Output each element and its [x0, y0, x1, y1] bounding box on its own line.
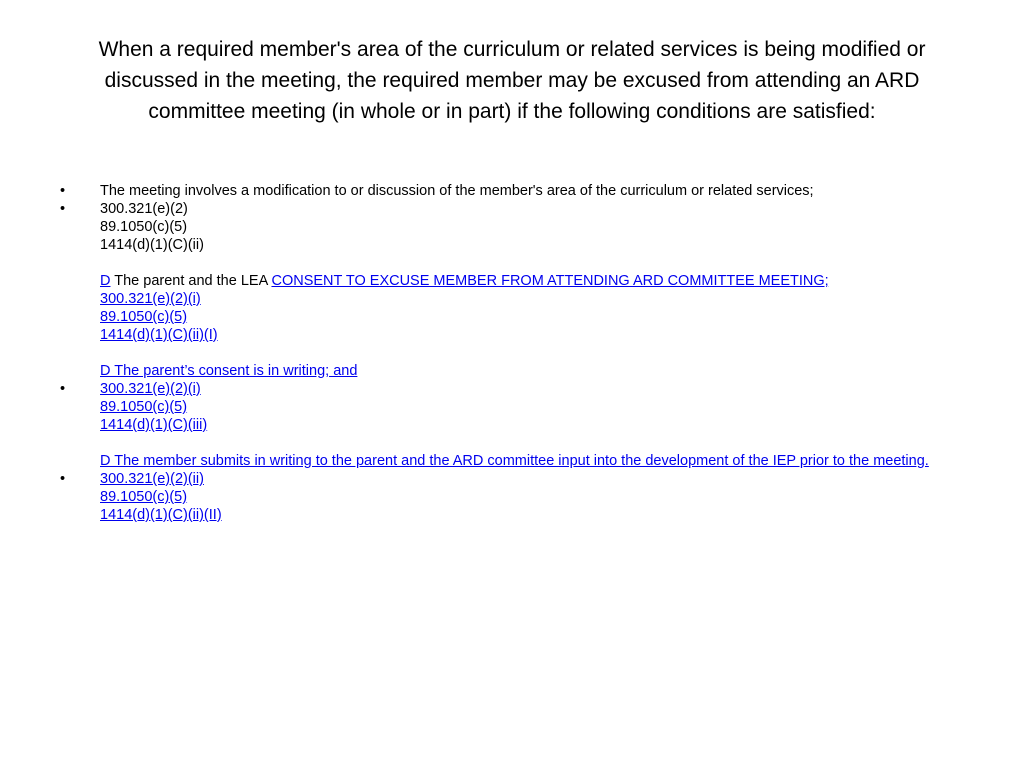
citation-link[interactable]: 1414(d)(1)(C)(ii)(I) [100, 327, 218, 343]
bullet-marker: • [60, 201, 66, 217]
bullet-marker: • [60, 183, 66, 199]
spacer [100, 254, 960, 272]
d-link[interactable]: D [100, 273, 111, 289]
bullet-1-text: The meeting involves a modification to or discussion of the member's area of the curriculum or related services; [100, 183, 814, 199]
bullet-marker: • [60, 471, 66, 487]
spacer [100, 434, 960, 452]
bullet-item-1 [60, 182, 960, 200]
bullet-item-2 [60, 200, 960, 380]
parent-consent-writing-link[interactable]: D The parent’s consent is in writing; and [100, 363, 358, 379]
slide-body [60, 182, 960, 524]
citation-link[interactable]: 89.1050(c)(5) [100, 489, 188, 505]
citation-link[interactable]: 1414(d)(1)(C)(iii) [100, 417, 208, 433]
citation-link[interactable]: 1414(d)(1)(C)(ii)(II) [100, 507, 222, 523]
spacer [100, 344, 960, 362]
citation-link[interactable]: 300.321(e)(2)(ii) [100, 471, 204, 487]
bullet-item-3 [60, 380, 960, 470]
member-input-link[interactable]: D The member submits in writing to the parent and the ARD committee input into the development of the IEP prior to the meeting. [100, 453, 929, 469]
bullet-marker: • [60, 381, 66, 397]
consent-paragraph-text: The parent and the LEA [114, 273, 268, 289]
citation-link[interactable]: 300.321(e)(2)(i) [100, 291, 201, 307]
citation-link[interactable]: 89.1050(c)(5) [100, 309, 188, 325]
citation-ref: 1414(d)(1)(C)(ii) [100, 237, 204, 253]
citation-link[interactable]: 300.321(e)(2)(i) [100, 381, 201, 397]
consent-excuse-link[interactable]: CONSENT TO EXCUSE MEMBER FROM ATTENDING ARD COMMITTEE MEETING; [271, 273, 829, 289]
citation-ref: 89.1050(c)(5) [100, 219, 188, 235]
citation-ref: 300.321(e)(2) [100, 201, 188, 217]
slide-title: When a required member's area of the curriculum or related services is being modified or discussed in the meeting, the required member may be excused from attending an ARD committee meeting (in whole or in part) if the following conditions are satisfied: [98, 38, 926, 123]
bullet-item-4 [60, 470, 960, 524]
consent-paragraph [100, 272, 960, 290]
citation-link[interactable]: 89.1050(c)(5) [100, 399, 188, 415]
